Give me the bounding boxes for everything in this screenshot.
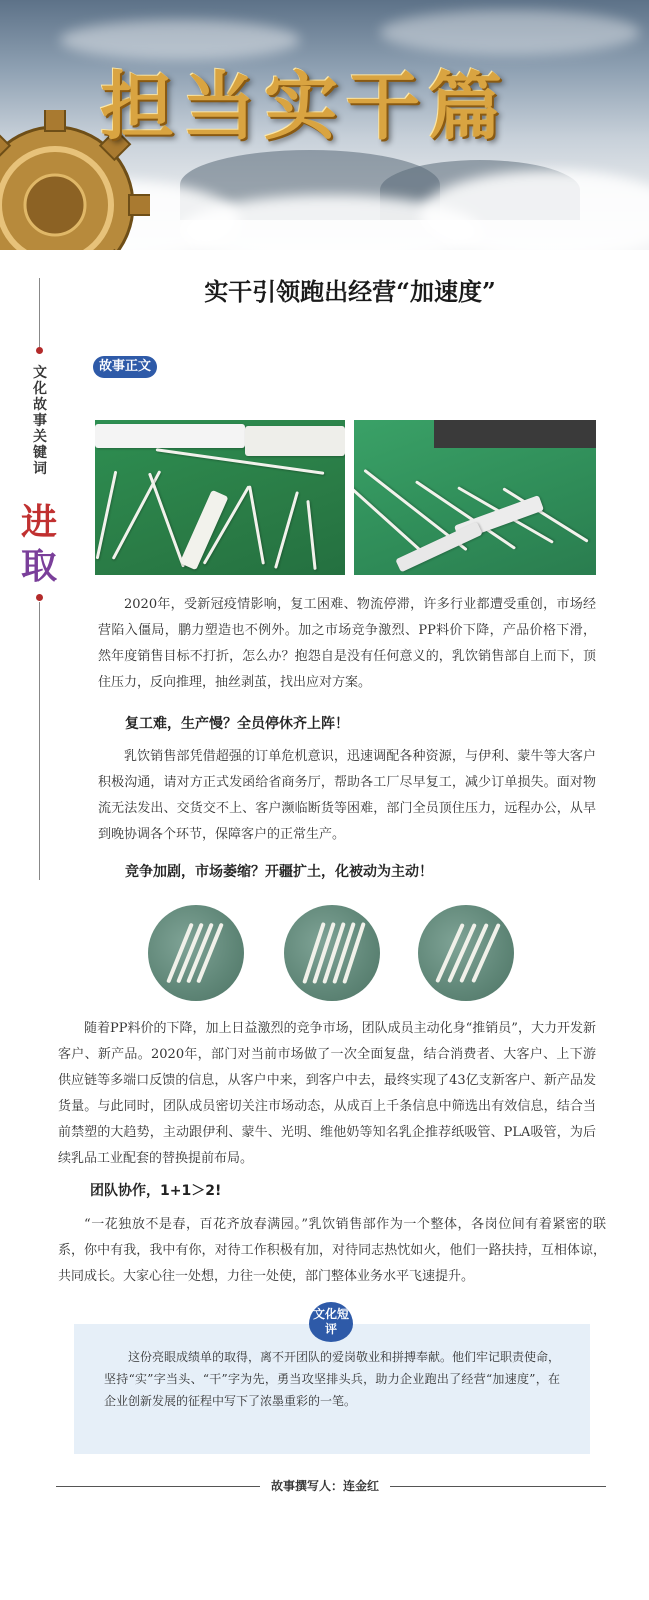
rule-dot [36, 594, 43, 601]
banner-title: 担当实干篇 [100, 64, 510, 150]
paragraph-4: “一花独放不是春，百花齐放春满园。”乳饮销售部作为一个整体，各岗位间有着紧密的联系，你中有我，我中有你，对待工作积极有加，对待同志热忱如火，他们一路扶持，互相体谅，共同成长。大家心往一处想，力往一处使，部门整体业务水平飞速提升。 [58, 1217, 606, 1284]
section-heading-1: 复工难，生产慢？全员停休齐上阵！ [125, 716, 349, 732]
comment-text: 这份亮眼成绩单的取得，离不开团队的爱岗敬业和拼搏奉献。他们牢记职责使命，坚持“实”字当头、“干”字为先，勇当攻坚排头兵，助力企业跑出了经营“加速度”，在企业创新发展的征程中写下了浓墨重彩的一笔。 [104, 1350, 561, 1408]
section-heading-2: 竞争加剧，市场萎缩？开疆扩土，化被动为主动！ [125, 864, 433, 880]
article-title: 实干引领跑出经营“加速度” [204, 277, 496, 306]
paragraph-2: 乳饮销售部凭借超强的订单危机意识，迅速调配各种资源，与伊利、蒙牛等大客户积极沟通，请对方正式发函给省商务厅，帮助各工厂尽早复工，减少订单损失。面对物流无法发出、交货交不上、客户濒临断货等困难，部门全员顶住压力，远程办公，从早到晚协调各个环节，保障客户的正常生产。 [98, 749, 596, 842]
paragraph-3: 随着PP料价的下降，加上日益激烈的竞争市场，团队成员主动化身“推销员”，大力开发新客户、新产品。2020年，部门对当前市场做了一次全面复盘，结合消费者、大客户、上下游供应链等多端口反馈的信息，从客户中来，到客户中去，最终实现了43亿支新客户、新产品发货量。与此同时，团队成员密切关注市场动态，从成百上千条信息中筛选出有效信息，结合当前禁塑的大趋势，主动跟伊利、蒙牛、光明、维他奶等知名乳企推荐纸吸管、PLA吸管，为后续乳品工业配套的替换提前布局。 [58, 1021, 596, 1166]
straw-shape [148, 473, 185, 568]
keyword-char-2: 取 [20, 545, 57, 587]
product-circle-2 [284, 905, 380, 1001]
straw-shape [96, 471, 118, 560]
product-circle-1 [148, 905, 244, 1001]
straw-shape [248, 485, 265, 564]
comment-badge: 文化短评 [309, 1302, 353, 1342]
keyword-label: 文化故事关键词 [33, 365, 47, 477]
author-credit: 故事撰写人：连金红 [270, 1479, 379, 1493]
straw-shape [354, 469, 421, 552]
section-heading-3: 团队协作，1+1＞2! [90, 1183, 222, 1199]
vertical-rule [39, 278, 40, 350]
author-divider-right [390, 1486, 606, 1487]
product-photo-1 [95, 420, 345, 575]
keyword-char-1: 进 [20, 501, 57, 543]
keyword-chars [14, 500, 64, 588]
straw-shape [245, 426, 345, 456]
straw-shape [95, 424, 245, 448]
straw-shape [306, 500, 316, 570]
cloud-shape [380, 10, 640, 55]
paragraph-1: 2020年，受新冠疫情影响，复工困难、物流停滞，许多行业都遭受重创，市场经营陷入僵局，鹏力塑造也不例外。加之市场竞争激烈、PP料价下降，产品价格下滑，然年度销售目标不打折，怎么办？抱怨自是没有任何意义的，乳饮销售部自上而下，顶住压力，反向推理，抽丝剥茧，找出应对方案。 [98, 597, 596, 690]
story-tag: 故事正文 [93, 356, 157, 378]
product-circle-3 [418, 905, 514, 1001]
cloud-shape [60, 20, 300, 60]
rule-dot [36, 347, 43, 354]
vertical-rule [39, 602, 40, 880]
straw-shape [274, 491, 299, 569]
box-shape [434, 420, 596, 448]
product-photo-2 [354, 420, 596, 575]
author-divider-left [56, 1486, 260, 1487]
header-banner [0, 0, 649, 250]
